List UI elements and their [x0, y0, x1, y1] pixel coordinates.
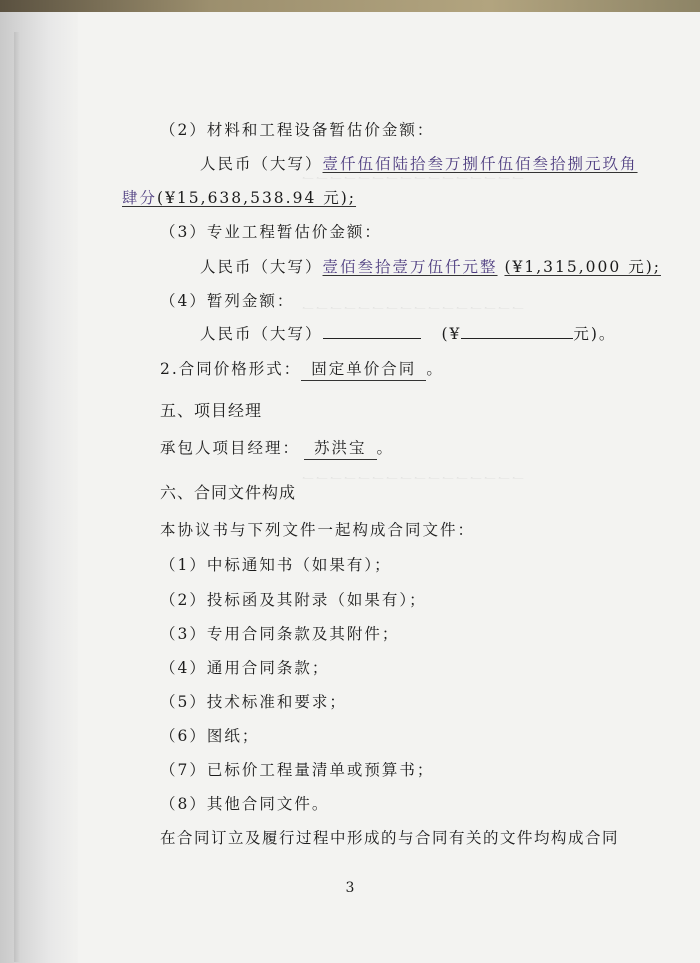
item-2-amount-words: 壹仟伍佰陆拾叁万捌仟伍佰叁拾捌元玖角: [322, 155, 638, 173]
project-manager-row: [160, 436, 394, 460]
item-4-close: 元)。: [573, 325, 617, 343]
price-form-label: 2.合同价格形式：: [160, 360, 302, 378]
item-2-amount-row: [200, 152, 638, 174]
section-6-intro: 本协议书与下列文件一起构成合同文件：: [160, 521, 476, 539]
bleed-through: 一一一一一一一一一一一一一一一一: [300, 172, 525, 186]
document-list-item: （5）技术标准和要求；: [160, 693, 347, 711]
item-4-figure-blank: [461, 324, 573, 339]
price-form-row: [160, 357, 444, 381]
bleed-through: 一一一一一一一一一一一一一一一一: [300, 302, 525, 316]
item-2-amount-words-cont: 肆分: [122, 189, 158, 207]
document-list-item: （7）已标价工程量清单或预算书；: [160, 761, 435, 779]
item-3-amount-words: 壹佰叁拾壹万伍仟元整: [322, 258, 498, 276]
item-4-words-blank: [323, 324, 421, 339]
document-list-item: （1）中标通知书（如果有）；: [160, 556, 392, 574]
document-list-item: （4）通用合同条款；: [160, 659, 330, 677]
closing-sentence: 在合同订立及履行过程中形成的与合同有关的文件均构成合同: [160, 829, 620, 847]
section-5-title: 五、项目经理: [160, 401, 263, 420]
item-3-amount-figure: (¥1,315,000 元);: [504, 258, 661, 276]
item-4-amount-row: [200, 322, 616, 344]
item-4-label: （4）暂列金额：: [160, 292, 295, 310]
document-list-item: （3）专用合同条款及其附件；: [160, 625, 400, 643]
item-2-amount-cont-row: [122, 186, 356, 208]
item-2-label: （2）材料和工程设备暂估价金额：: [160, 121, 435, 139]
rmb-label: 人民币（大写）: [200, 155, 323, 173]
pm-label: 承包人项目经理：: [160, 439, 301, 457]
section-6-title: 六、合同文件构成: [160, 483, 297, 502]
pm-end: 。: [376, 439, 395, 457]
rmb-label: 人民币（大写）: [200, 325, 323, 343]
pm-name: 苏洪宝: [304, 436, 377, 460]
item-3-amount-row: [200, 255, 661, 277]
price-form-value: 固定单价合同: [301, 357, 426, 381]
document-list-item: （8）其他合同文件。: [160, 795, 330, 813]
page-number: 3: [345, 880, 355, 896]
item-3-label: （3）专业工程暂估价金额：: [160, 223, 382, 241]
price-form-end: 。: [426, 360, 444, 378]
rmb-label: 人民币（大写）: [200, 258, 323, 276]
document-list-item: （2）投标函及其附录（如果有）；: [160, 591, 427, 609]
document-list-item: （6）图纸；: [160, 727, 260, 745]
item-2-amount-figure: (¥15,638,538.94 元);: [157, 189, 357, 207]
bleed-through: 一一一一一一一一一一一一一一一一: [300, 472, 525, 486]
item-4-open: (¥: [441, 325, 462, 343]
